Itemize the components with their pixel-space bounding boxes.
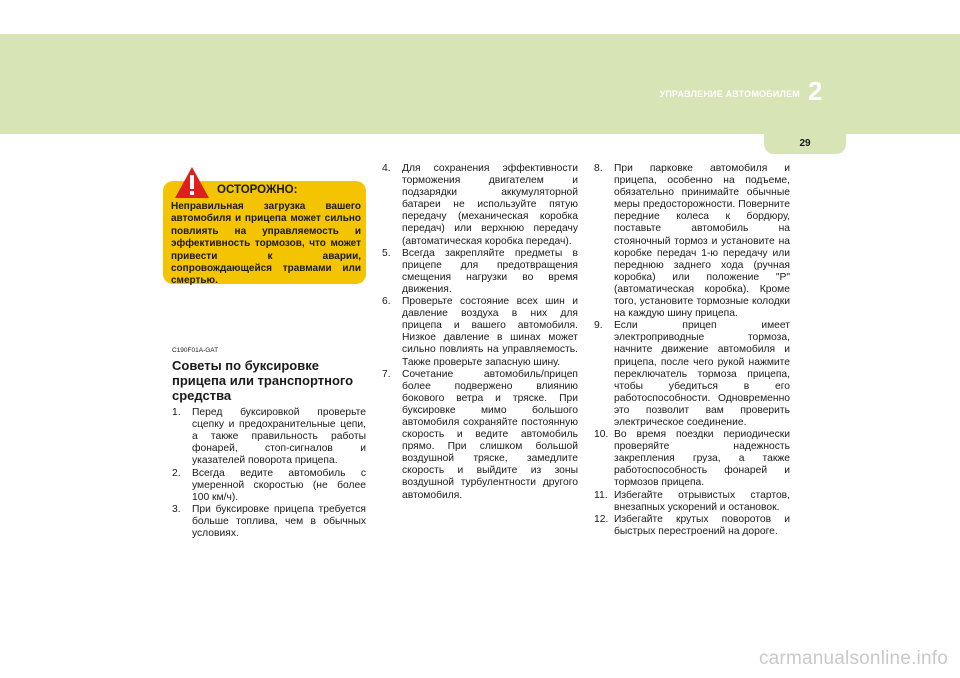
item-number: 11. bbox=[594, 489, 608, 501]
section-title: УПРАВЛЕНИЕ АВТОМОБИЛЕМ bbox=[659, 89, 800, 99]
item-number: 4. bbox=[382, 163, 391, 174]
item-number: 10. bbox=[594, 429, 609, 441]
item-number: 8. bbox=[594, 163, 603, 174]
list-item bbox=[382, 369, 578, 502]
item-number: 7. bbox=[382, 368, 391, 380]
item-number: 12. bbox=[594, 513, 609, 525]
list-item bbox=[172, 504, 366, 540]
item-text: Избегайте отрывистых стартов, внезапных ускорений и остановок. bbox=[614, 489, 790, 513]
item-text: Если прицеп имеет электроприводные тормоза, начните движение автомобиля и прицепа, после чего рукой нажмите переключатель тормоза прицепа, чтобы убедиться в его работоспособности. Одновременно это позволит вам проверить электрическое соединение. bbox=[614, 320, 790, 428]
item-text: Перед буксировкой проверьте сцепку и предохранительные цепи, а также правильность работы фонарей, стоп-сигналов и указателей поворота прицепа. bbox=[192, 407, 366, 467]
list-item bbox=[172, 468, 366, 504]
item-number: 1. bbox=[172, 407, 181, 419]
list-item bbox=[594, 514, 790, 538]
item-number: 2. bbox=[172, 467, 181, 479]
warning-text: Неправильная загрузка вашего автомобиля и прицепа может сильно повлиять на управляемость и эффективность тормозов, что может привести к аварии, сопровождающейся травмами или смертью. bbox=[171, 201, 361, 287]
item-number: 9. bbox=[594, 320, 603, 332]
section-heading: Советы по буксировке прицепа или транспортного средства bbox=[172, 358, 354, 404]
list-item bbox=[594, 163, 790, 320]
item-text: Всегда закрепляйте предметы в прицепе для предотвращения смещения нагрузки во время движения. bbox=[402, 247, 578, 295]
list-item bbox=[594, 429, 790, 489]
column-2 bbox=[382, 163, 578, 502]
page-number: 29 bbox=[799, 138, 811, 149]
item-text: Сочетание автомобиль/прицеп более подвержено влиянию бокового ветра и тряске. При буксировке мимо большого автомобиля сохраняйте постоянную скорость и ведите автомобиль прямо. При слишком большой воздушной тряске, замедлите скорость и выйдите из зоны воздушной турбулентности другого автомобиля. bbox=[402, 368, 578, 501]
section-code: C190F01A-GAT bbox=[172, 347, 219, 354]
item-number: 6. bbox=[382, 296, 391, 308]
warning-title: ОСТОРОЖНО: bbox=[217, 184, 298, 196]
column-1 bbox=[172, 345, 366, 540]
item-text: Во время поездки периодически проверяйте надежность закрепления груза, а также работоспособность фонарей и тормозов прицепа. bbox=[614, 429, 790, 489]
list-item bbox=[382, 296, 578, 369]
item-number: 5. bbox=[382, 247, 391, 259]
warning-triangle-icon bbox=[174, 166, 210, 199]
item-text: При буксировке прицепа требуется больше топлива, чем в обычных условиях. bbox=[192, 503, 366, 540]
list-item bbox=[594, 320, 790, 429]
list-item bbox=[382, 248, 578, 296]
item-text: Избегайте крутых поворотов и быстрых перестроений на дороге. bbox=[614, 513, 790, 537]
item-number: 3. bbox=[172, 503, 181, 515]
item-text: Проверьте состояние всех шин и давление воздуха в них для прицепа и вашего автомобиля. Низкое давление в шинах может сильно повлиять на управляемость. Также проверьте запасную шину. bbox=[402, 296, 578, 368]
section-number: 2 bbox=[808, 76, 823, 106]
column-3 bbox=[594, 163, 790, 538]
list-item bbox=[382, 163, 578, 248]
list-item bbox=[594, 490, 790, 514]
item-text: Для сохранения эффективности торможения двигателем и подзарядки аккумуляторной батареи не используйте пятую передачу (механическая коробка передач) или верхнюю передачу (автоматическая коробка передач). bbox=[402, 163, 578, 247]
list-item bbox=[172, 407, 366, 467]
item-text: Всегда ведите автомобиль с умеренной скоростью (не более 100 км/ч). bbox=[192, 467, 366, 503]
watermark-text: carmanualsonline.info bbox=[758, 648, 948, 669]
page-number-tab bbox=[764, 134, 846, 154]
item-text: При парковке автомобиля и прицепа, особенно на подъеме, обязательно принимайте обычные меры предосторожности. Поверните передние колеса к бордюру, поставьте автомобиль на стояночный тормоз и установите на коробке передач 1-ю передачу или переднюю заднего хода (ручная коробка) или положение "P" (автоматическая коробка). Кроме того, установите тормозные колодки на каждую шину прицепа. bbox=[614, 163, 790, 320]
